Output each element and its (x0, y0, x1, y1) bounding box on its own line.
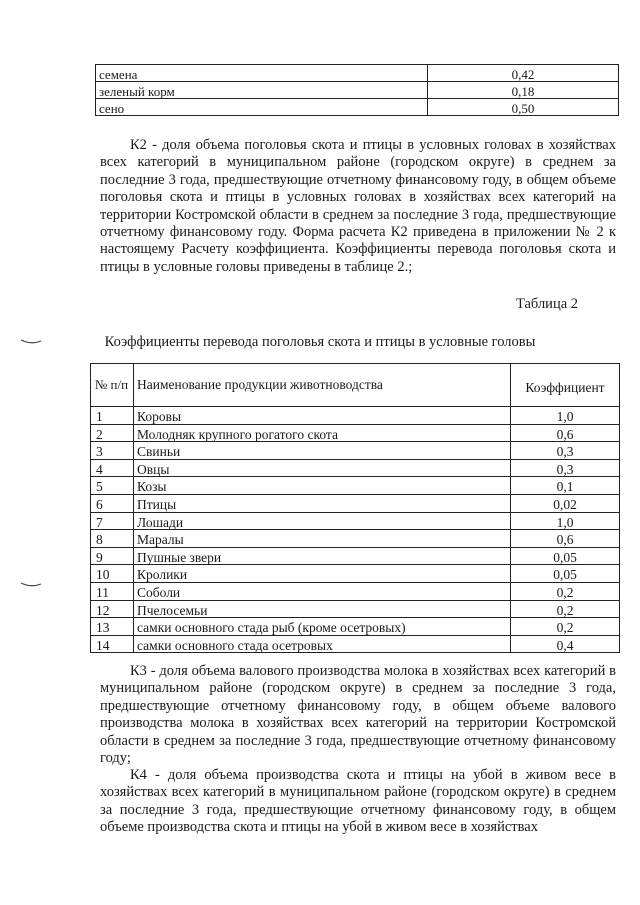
row-coefficient: 0,02 (511, 494, 620, 512)
table-row (91, 424, 620, 442)
row-coefficient: 0,2 (511, 618, 620, 636)
table-row (91, 547, 620, 565)
table-label: Таблица 2 (516, 296, 579, 312)
row-coefficient: 1,0 (511, 407, 620, 425)
row-number: 10 (91, 565, 134, 583)
table-row (91, 530, 620, 548)
item-value: 0,42 (428, 65, 619, 82)
row-number: 13 (91, 618, 134, 636)
table-title: Коэффициенты перевода поголовья скота и птицы в условные головы (104, 334, 536, 350)
row-name: Лошади (134, 512, 511, 530)
row-name: Пушные звери (134, 547, 511, 565)
livestock-coefficients-table (90, 363, 620, 653)
table-row (91, 618, 620, 636)
item-name: зеленый корм (96, 82, 428, 99)
row-number: 4 (91, 459, 134, 477)
paragraph-k4: К4 - доля объема производства скота и птицы на убой в живом весе в хозяйствах всех категорий в муниципальном районе (городском округе) в среднем за последние 3 года, предшествующие отчетному финансовому году, в общем объеме производства скота и птицы на убой в живом весе в хозяйствах (100, 767, 616, 836)
row-number: 9 (91, 547, 134, 565)
row-number: 1 (91, 407, 134, 425)
paragraph-k3: К3 - доля объема валового производства молока в хозяйствах всех категорий в муниципальном районе (городском округе) в среднем за последние 3 года, предшествующие отчетному финансовому году, в общем объеме валового производства молока в хозяйствах всех категорий на территории Костромской области в среднем за последние 3 года, предшествующие отчетному финансовому году; (100, 663, 616, 767)
row-name: Кролики (134, 565, 511, 583)
row-name: Птицы (134, 494, 511, 512)
table-row (91, 459, 620, 477)
table-row (91, 494, 620, 512)
margin-mark (20, 339, 42, 345)
table-row (91, 582, 620, 600)
item-value: 0,50 (428, 99, 619, 116)
header-coef: Коэффициент (511, 364, 620, 407)
row-coefficient: 0,2 (511, 582, 620, 600)
row-name: Овцы (134, 459, 511, 477)
table-row (91, 512, 620, 530)
table-row (91, 407, 620, 425)
row-number: 7 (91, 512, 134, 530)
table-header-row (91, 364, 620, 407)
table-row (96, 65, 619, 82)
row-coefficient: 1,0 (511, 512, 620, 530)
row-name: самки основного стада рыб (кроме осетровых) (134, 618, 511, 636)
row-name: Козы (134, 477, 511, 495)
table-row (91, 600, 620, 618)
row-number: 11 (91, 582, 134, 600)
table-row (91, 565, 620, 583)
margin-mark (20, 582, 42, 588)
row-coefficient: 0,6 (511, 424, 620, 442)
row-number: 5 (91, 477, 134, 495)
table-row (91, 635, 620, 653)
row-coefficient: 0,2 (511, 600, 620, 618)
row-coefficient: 0,1 (511, 477, 620, 495)
table-row (96, 99, 619, 116)
table-row (91, 442, 620, 460)
row-name: Пчелосемьи (134, 600, 511, 618)
row-coefficient: 0,05 (511, 565, 620, 583)
row-name: Коровы (134, 407, 511, 425)
row-name: Соболи (134, 582, 511, 600)
row-number: 3 (91, 442, 134, 460)
row-name: самки основного стада осетровых (134, 635, 511, 653)
row-coefficient: 0,3 (511, 459, 620, 477)
table-row (96, 82, 619, 99)
row-coefficient: 0,6 (511, 530, 620, 548)
row-coefficient: 0,3 (511, 442, 620, 460)
row-coefficient: 0,05 (511, 547, 620, 565)
header-name: Наименование продукции животноводства (134, 364, 511, 407)
top-coefficients-table (95, 64, 619, 116)
row-name: Молодняк крупного рогатого скота (134, 424, 511, 442)
paragraph-k2: К2 - доля объема поголовья скота и птицы в условных головах в хозяйствах всех категорий в муниципальном районе (городском округе) в среднем за последние 3 года, предшествующие отчетному финансовому году, в общем объеме поголовья скота и птицы в условных головах в хозяйствах всех категорий на территории Костромской области в среднем за последние 3 года, предшествующие отчетному финансовому году. Форма расчета К2 приведена в приложении № 2 к настоящему Расчету коэффициента. Коэффициенты перевода поголовья скота и птицы в условные головы приведены в таблице 2.; (100, 137, 616, 275)
item-value: 0,18 (428, 82, 619, 99)
row-number: 14 (91, 635, 134, 653)
row-number: 8 (91, 530, 134, 548)
row-name: Маралы (134, 530, 511, 548)
item-name: семена (96, 65, 428, 82)
item-name: сено (96, 99, 428, 116)
row-number: 6 (91, 494, 134, 512)
header-num: № п/п (91, 364, 134, 407)
row-number: 12 (91, 600, 134, 618)
table-row (91, 477, 620, 495)
row-number: 2 (91, 424, 134, 442)
row-coefficient: 0,4 (511, 635, 620, 653)
row-name: Свиньи (134, 442, 511, 460)
